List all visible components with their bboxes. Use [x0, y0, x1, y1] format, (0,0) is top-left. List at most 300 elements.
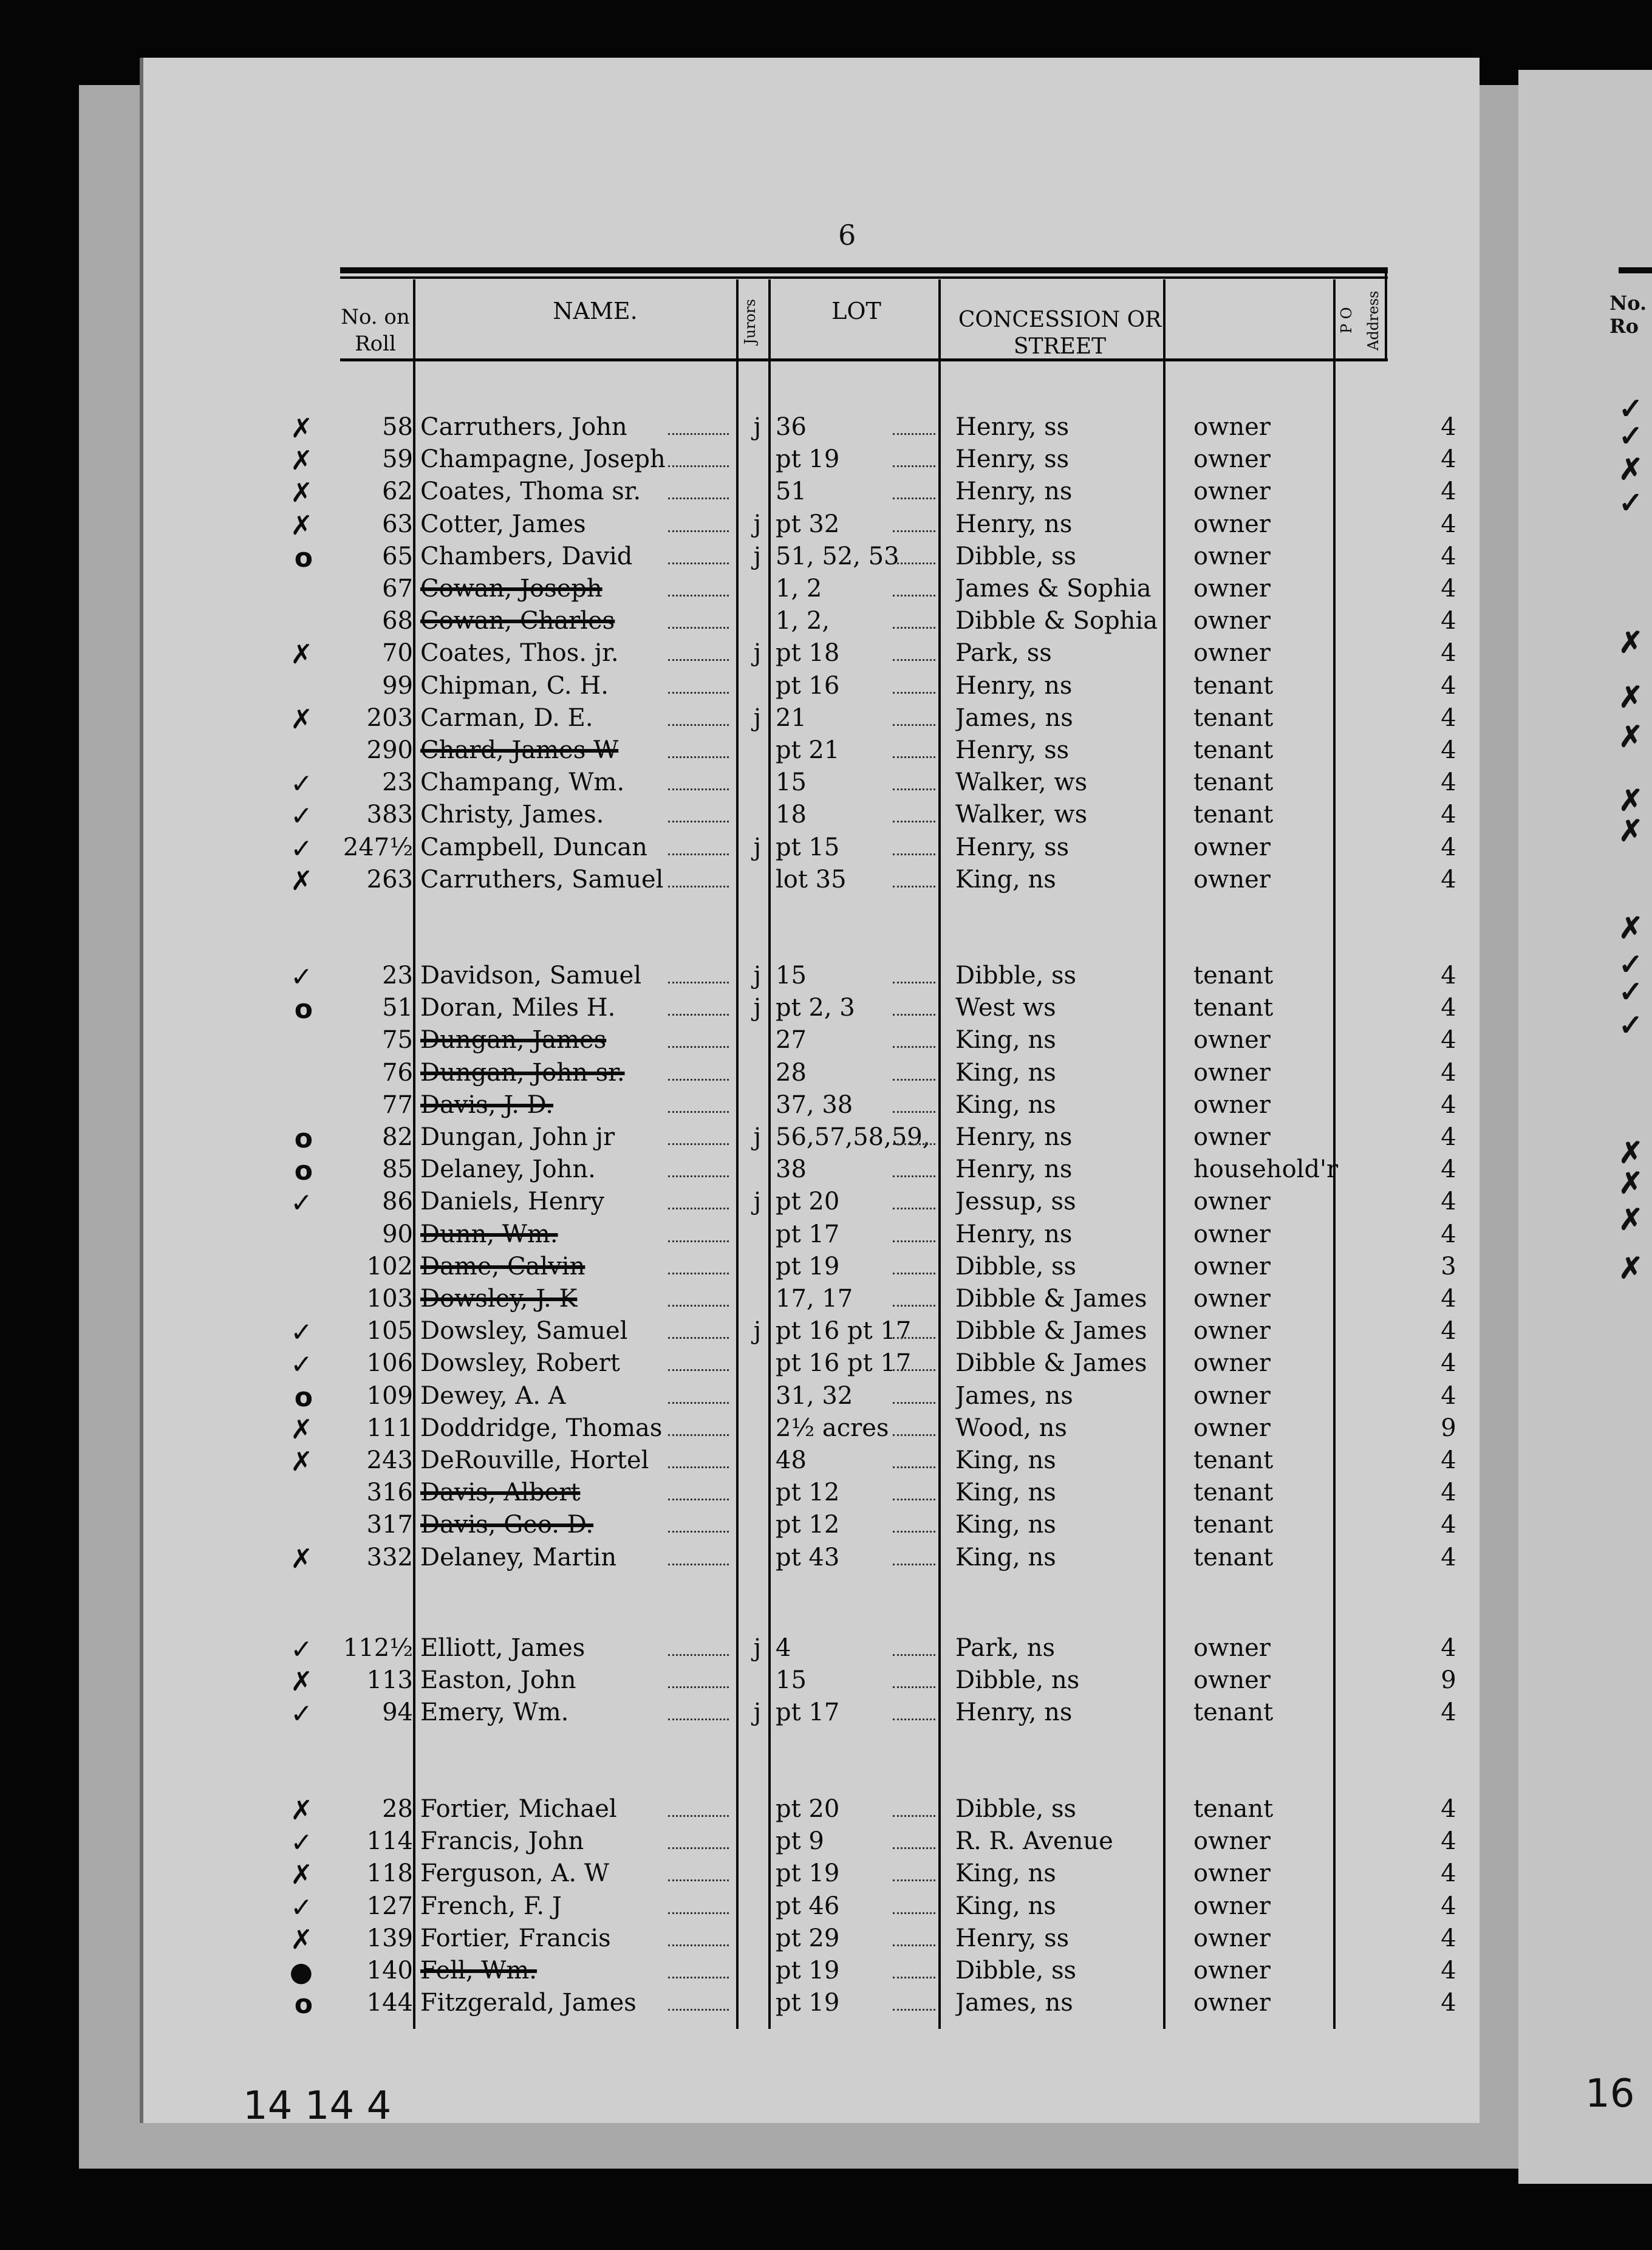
roll-number: 113: [366, 1666, 413, 1695]
concession-street: Walker, ws: [955, 801, 1088, 829]
roll-number: 77: [382, 1090, 413, 1119]
leader-dots: [893, 980, 935, 983]
po-address: 4: [1441, 1090, 1456, 1119]
concession-street: Henry, ns: [955, 1220, 1073, 1248]
person-name: Francis, John: [420, 1827, 584, 1856]
row-mark: ✓: [290, 1827, 313, 1859]
lot-number: 1, 2,: [776, 607, 830, 635]
person-name: Cotter, James: [420, 510, 586, 538]
po-address: 4: [1441, 1349, 1456, 1378]
leader-dots: [893, 1717, 935, 1720]
leader-dots: [668, 1432, 729, 1436]
leader-dots: [668, 2007, 729, 2011]
person-name: Fell, Wm.: [420, 1957, 538, 1985]
header-top-rule-thin: [340, 276, 1388, 279]
lot-number: pt 18: [776, 639, 840, 668]
header-no-on-roll: No. on Roll: [341, 305, 410, 356]
leader-dots: [668, 1239, 729, 1242]
juror-flag: j: [753, 542, 762, 570]
leader-dots: [893, 1943, 935, 1946]
concession-street: Park, ns: [955, 1634, 1056, 1662]
juror-flag: j: [753, 1634, 762, 1662]
tenure-status: owner: [1193, 1188, 1271, 1216]
row-mark: ✓: [290, 1634, 313, 1665]
po-address: 4: [1441, 1317, 1456, 1346]
header-jurors: Jurors: [742, 299, 759, 345]
juror-flag: j: [753, 1317, 762, 1346]
leader-dots: [893, 1562, 935, 1565]
lot-number: pt 20: [776, 1795, 840, 1823]
facing-mark: ✓: [1619, 419, 1643, 453]
person-name: Davis, J. D.: [420, 1090, 553, 1119]
po-address: 4: [1441, 1381, 1456, 1410]
leader-dots: [893, 1367, 935, 1371]
person-name: Chard, James W: [420, 736, 619, 764]
roll-number: 102: [366, 1252, 413, 1281]
person-name: Dungan, John jr: [420, 1123, 615, 1151]
leader-dots: [668, 1367, 729, 1371]
po-address: 4: [1441, 413, 1456, 441]
row-mark: ✓: [290, 1698, 313, 1730]
roll-number: 263: [366, 865, 413, 894]
juror-flag: j: [753, 1698, 762, 1727]
facing-mark: ✓: [1619, 486, 1643, 520]
lot-number: pt 29: [776, 1924, 840, 1952]
row-mark: ✓: [290, 833, 313, 864]
po-address: 4: [1441, 477, 1456, 506]
leader-dots: [668, 1465, 729, 1468]
leader-dots: [893, 1335, 935, 1339]
facing-header-rule: [1619, 267, 1652, 273]
header-concession: CONCESSION OR STREET: [958, 307, 1162, 359]
concession-street: Dibble, ns: [955, 1666, 1080, 1695]
po-address: 9: [1441, 1414, 1456, 1442]
row-mark: ✓: [290, 1317, 313, 1349]
roll-number: 23: [382, 962, 413, 990]
leader-dots: [668, 1529, 729, 1533]
row-mark: o: [294, 1123, 313, 1154]
row-mark: ✗: [290, 1414, 313, 1445]
tenure-status: tenant: [1193, 768, 1274, 797]
row-mark: o: [294, 1989, 313, 2020]
person-name: Davis, Albert: [420, 1479, 581, 1507]
tenure-status: owner: [1193, 1285, 1271, 1313]
row-mark: ✗: [290, 703, 313, 735]
row-mark: ✓: [290, 962, 313, 993]
roll-number: 383: [366, 801, 413, 829]
leader-dots: [668, 1562, 729, 1565]
header-po-address: P O Address: [1338, 290, 1382, 350]
leader-dots: [668, 1271, 729, 1274]
footer-note-right: 16: [1585, 2071, 1635, 2116]
roll-number: 28: [382, 1795, 413, 1823]
lot-number: pt 19: [776, 1957, 840, 1985]
person-name: Delaney, Martin: [420, 1543, 617, 1571]
leader-dots: [668, 1943, 729, 1946]
facing-mark: ✗: [1619, 626, 1643, 660]
facing-mark: ✗: [1619, 720, 1643, 754]
row-mark: ✗: [290, 477, 313, 509]
roll-number: 59: [382, 445, 413, 474]
row-mark: o: [294, 1381, 313, 1413]
concession-street: Henry, ns: [955, 671, 1073, 700]
lot-number: pt 21: [776, 736, 840, 764]
tenure-status: owner: [1193, 1026, 1271, 1055]
facing-mark: ✗: [1619, 784, 1643, 818]
concession-street: Dibble, ss: [955, 962, 1077, 990]
person-name: Fortier, Francis: [420, 1924, 611, 1952]
po-address: 4: [1441, 639, 1456, 668]
tenure-status: owner: [1193, 1827, 1271, 1856]
facing-mark: ✗: [1619, 1203, 1643, 1237]
po-address: 4: [1441, 1795, 1456, 1823]
concession-street: Dibble & James: [955, 1285, 1147, 1313]
person-name: Dungan, John sr.: [420, 1058, 625, 1087]
concession-street: Dibble & James: [955, 1317, 1147, 1346]
leader-dots: [893, 1400, 935, 1404]
roll-number: 118: [366, 1859, 413, 1888]
po-address: 4: [1441, 768, 1456, 797]
po-address: 4: [1441, 1698, 1456, 1727]
concession-street: Henry, ns: [955, 1698, 1073, 1727]
lot-number: pt 17: [776, 1220, 840, 1248]
tenure-status: owner: [1193, 1058, 1271, 1087]
person-name: Doddridge, Thomas: [420, 1414, 663, 1442]
leader-dots: [893, 463, 935, 467]
lot-number: pt 19: [776, 1989, 840, 2017]
concession-street: Henry, ss: [955, 445, 1070, 474]
po-address: 3: [1441, 1252, 1456, 1281]
concession-street: West ws: [955, 994, 1056, 1022]
po-address: 4: [1441, 1479, 1456, 1507]
tenure-status: owner: [1193, 1957, 1271, 1985]
tenure-status: owner: [1193, 865, 1271, 894]
person-name: French, F. J: [420, 1892, 562, 1920]
tenure-status: tenant: [1193, 962, 1274, 990]
roll-number: 62: [382, 477, 413, 506]
leader-dots: [668, 1497, 729, 1500]
row-mark: ●: [289, 1957, 313, 1988]
person-name: Cowan, Joseph: [420, 575, 602, 603]
leader-dots: [893, 1206, 935, 1209]
po-address: 4: [1441, 1924, 1456, 1952]
tenure-status: owner: [1193, 542, 1271, 570]
concession-street: Henry, ss: [955, 736, 1070, 764]
leader-dots: [893, 593, 935, 597]
lot-number: pt 16 pt 17: [776, 1349, 912, 1378]
roll-number: 75: [382, 1026, 413, 1055]
lot-number: 4: [776, 1634, 791, 1662]
concession-street: Henry, ns: [955, 477, 1073, 506]
person-name: Champagne, Joseph: [420, 445, 666, 474]
tenure-status: tenant: [1193, 1543, 1274, 1571]
person-name: Chambers, David: [420, 542, 633, 570]
leader-dots: [668, 1044, 729, 1048]
lot-number: pt 16 pt 17: [776, 1317, 912, 1346]
roll-number: 76: [382, 1058, 413, 1087]
leader-dots: [668, 1335, 729, 1339]
po-address: 4: [1441, 607, 1456, 635]
roll-number: 63: [382, 510, 413, 538]
row-mark: ✓: [290, 801, 313, 832]
row-mark: ✗: [290, 865, 313, 897]
po-address: 4: [1441, 1285, 1456, 1313]
po-address: 4: [1441, 962, 1456, 990]
lot-number: 27: [776, 1026, 807, 1055]
person-name: Dowsley, Robert: [420, 1349, 620, 1378]
po-address: 4: [1441, 736, 1456, 764]
person-name: Ferguson, A. W: [420, 1859, 609, 1888]
leader-dots: [668, 1910, 729, 1914]
row-mark: ✓: [290, 1892, 313, 1923]
tenure-status: owner: [1193, 1123, 1271, 1151]
person-name: Easton, John: [420, 1666, 576, 1695]
person-name: Dowsley, J. K: [420, 1285, 578, 1313]
tenure-status: owner: [1193, 575, 1271, 603]
juror-flag: j: [753, 994, 762, 1022]
page-number: 6: [838, 219, 856, 251]
po-address: 9: [1441, 1666, 1456, 1695]
leader-dots: [668, 463, 729, 467]
tenure-status: tenant: [1193, 671, 1274, 700]
leader-dots: [668, 1845, 729, 1849]
leader-dots: [668, 657, 729, 661]
concession-street: Walker, ws: [955, 768, 1088, 797]
lot-number: pt 32: [776, 510, 840, 538]
roll-number: 99: [382, 671, 413, 700]
person-name: Fitzgerald, James: [420, 1989, 637, 2017]
po-address: 4: [1441, 1511, 1456, 1539]
person-name: Cowan, Charles: [420, 607, 615, 635]
tenure-status: owner: [1193, 607, 1271, 635]
roll-number: 58: [382, 413, 413, 441]
roll-number: 70: [382, 639, 413, 668]
facing-mark: ✓: [1619, 1008, 1643, 1042]
leader-dots: [893, 819, 935, 822]
concession-street: King, ns: [955, 1446, 1056, 1474]
leader-dots: [893, 561, 935, 564]
leader-dots: [893, 1303, 935, 1307]
tenure-status: owner: [1193, 445, 1271, 474]
roll-number: 94: [382, 1698, 413, 1727]
header-top-rule: [340, 267, 1388, 273]
concession-street: Park, ss: [955, 639, 1052, 668]
roll-number: 23: [382, 768, 413, 797]
tenure-status: tenant: [1193, 801, 1274, 829]
roll-number: 51: [382, 994, 413, 1022]
po-address: 4: [1441, 542, 1456, 570]
concession-street: Dibble, ss: [955, 1252, 1077, 1281]
concession-street: Dibble, ss: [955, 1957, 1077, 1985]
leader-dots: [893, 1497, 935, 1500]
roll-number: 82: [382, 1123, 413, 1151]
roll-number: 103: [366, 1285, 413, 1313]
po-address: 4: [1441, 994, 1456, 1022]
roll-number: 243: [366, 1446, 413, 1474]
person-name: Champang, Wm.: [420, 768, 625, 797]
concession-street: King, ns: [955, 1479, 1056, 1507]
concession-street: Henry, ns: [955, 1155, 1073, 1184]
po-address: 4: [1441, 1446, 1456, 1474]
roll-number: 67: [382, 575, 413, 603]
row-mark: ✗: [290, 1543, 313, 1575]
leader-dots: [893, 787, 935, 790]
leader-dots: [668, 1303, 729, 1307]
po-address: 4: [1441, 1026, 1456, 1055]
concession-street: Wood, ns: [955, 1414, 1067, 1442]
roll-number: 203: [366, 703, 413, 732]
facing-mark: ✗: [1619, 911, 1643, 945]
person-name: Dungan, James: [420, 1026, 607, 1055]
row-mark: ✓: [290, 768, 313, 800]
tenure-status: household'r: [1193, 1155, 1339, 1184]
po-address: 4: [1441, 865, 1456, 894]
concession-street: Dibble, ss: [955, 1795, 1077, 1823]
row-mark: ✗: [290, 1795, 313, 1826]
po-address: 4: [1441, 1188, 1456, 1216]
juror-flag: j: [753, 1123, 762, 1151]
column-rule-jurors: [736, 279, 739, 2029]
leader-dots: [668, 1109, 729, 1113]
facing-mark: ✓: [1619, 948, 1643, 982]
lot-number: pt 19: [776, 1252, 840, 1281]
facing-mark: ✗: [1619, 814, 1643, 848]
tenure-status: tenant: [1193, 1511, 1274, 1539]
concession-street: Dibble & Sophia: [955, 607, 1158, 635]
facing-mark: ✗: [1619, 1166, 1643, 1200]
po-address: 4: [1441, 801, 1456, 829]
roll-number: 65: [382, 542, 413, 570]
leader-dots: [668, 1174, 729, 1177]
juror-flag: j: [753, 510, 762, 538]
tenure-status: owner: [1193, 1317, 1271, 1346]
tenure-status: tenant: [1193, 1698, 1274, 1727]
tenure-status: tenant: [1193, 703, 1274, 732]
tenure-status: owner: [1193, 833, 1271, 861]
leader-dots: [668, 431, 729, 435]
lot-number: 21: [776, 703, 807, 732]
lot-number: pt 20: [776, 1188, 840, 1216]
person-name: Coates, Thos. jr.: [420, 639, 619, 668]
leader-dots: [668, 561, 729, 564]
tenure-status: owner: [1193, 1252, 1271, 1281]
lot-number: pt 2, 3: [776, 994, 855, 1022]
concession-street: Henry, ss: [955, 833, 1070, 861]
concession-street: James, ns: [955, 1381, 1073, 1410]
header-name: NAME.: [553, 298, 638, 324]
po-address: 4: [1441, 703, 1456, 732]
leader-dots: [668, 1684, 729, 1688]
person-name: DeRouville, Hortel: [420, 1446, 649, 1474]
leader-dots: [893, 431, 935, 435]
leader-dots: [893, 625, 935, 629]
person-name: Christy, James.: [420, 801, 604, 829]
leader-dots: [668, 1400, 729, 1404]
po-address: 4: [1441, 1220, 1456, 1248]
facing-mark: ✗: [1619, 680, 1643, 714]
tenure-status: owner: [1193, 1414, 1271, 1442]
row-mark: ✗: [290, 1446, 313, 1477]
leader-dots: [668, 593, 729, 597]
concession-street: King, ns: [955, 1859, 1056, 1888]
leader-dots: [893, 1012, 935, 1016]
concession-street: King, ns: [955, 865, 1056, 894]
leader-dots: [668, 1012, 729, 1016]
person-name: Davis, Geo. D.: [420, 1511, 594, 1539]
leader-dots: [893, 1239, 935, 1242]
person-name: Chipman, C. H.: [420, 671, 609, 700]
lot-number: pt 46: [776, 1892, 840, 1920]
roll-number: 112½: [343, 1634, 413, 1662]
person-name: Emery, Wm.: [420, 1698, 569, 1727]
concession-street: R. R. Avenue: [955, 1827, 1113, 1856]
leader-dots: [893, 884, 935, 887]
lot-number: pt 43: [776, 1543, 840, 1571]
roll-number: 106: [366, 1349, 413, 1378]
leader-dots: [668, 1652, 729, 1656]
row-mark: o: [294, 1155, 313, 1187]
lot-number: 56,57,58,59,: [776, 1123, 930, 1151]
po-address: 4: [1441, 1957, 1456, 1985]
row-mark: ✗: [290, 1859, 313, 1891]
concession-street: King, ns: [955, 1511, 1056, 1539]
lot-number: 31, 32: [776, 1381, 853, 1410]
lot-number: pt 19: [776, 1859, 840, 1888]
lot-number: 37, 38: [776, 1090, 853, 1119]
tenure-status: owner: [1193, 477, 1271, 506]
tenure-status: owner: [1193, 510, 1271, 538]
concession-street: James, ns: [955, 703, 1073, 732]
leader-dots: [668, 496, 729, 499]
lot-number: pt 9: [776, 1827, 824, 1856]
po-address: 4: [1441, 1892, 1456, 1920]
po-address: 4: [1441, 1058, 1456, 1087]
lot-number: 15: [776, 962, 807, 990]
lot-number: 18: [776, 801, 807, 829]
leader-dots: [893, 657, 935, 661]
facing-mark: ✓: [1619, 975, 1643, 1009]
leader-dots: [668, 980, 729, 983]
leader-dots: [893, 1684, 935, 1688]
footer-note-left: 14 14 4: [243, 2084, 392, 2129]
roll-number: 127: [366, 1892, 413, 1920]
leader-dots: [893, 1975, 935, 1978]
row-mark: ✓: [290, 1188, 313, 1219]
leader-dots: [893, 1910, 935, 1914]
tenure-status: tenant: [1193, 1479, 1274, 1507]
lot-number: 17, 17: [776, 1285, 853, 1313]
po-address: 4: [1441, 1859, 1456, 1888]
lot-number: lot 35: [776, 865, 847, 894]
tenure-status: tenant: [1193, 736, 1274, 764]
person-name: Davidson, Samuel: [420, 962, 642, 990]
lot-number: 2½ acres: [776, 1414, 889, 1442]
row-mark: o: [294, 542, 313, 573]
facing-page: [1518, 70, 1652, 2184]
row-mark: ✗: [290, 1924, 313, 1955]
row-mark: ✗: [290, 639, 313, 671]
person-name: Carruthers, Samuel: [420, 865, 664, 894]
person-name: Doran, Miles H.: [420, 994, 616, 1022]
lot-number: 48: [776, 1446, 807, 1474]
concession-street: Henry, ns: [955, 1123, 1073, 1151]
concession-street: Henry, ss: [955, 413, 1070, 441]
concession-street: King, ns: [955, 1026, 1056, 1055]
po-address: 4: [1441, 510, 1456, 538]
po-address: 4: [1441, 1827, 1456, 1856]
leader-dots: [893, 2007, 935, 2011]
tenure-status: owner: [1193, 1892, 1271, 1920]
